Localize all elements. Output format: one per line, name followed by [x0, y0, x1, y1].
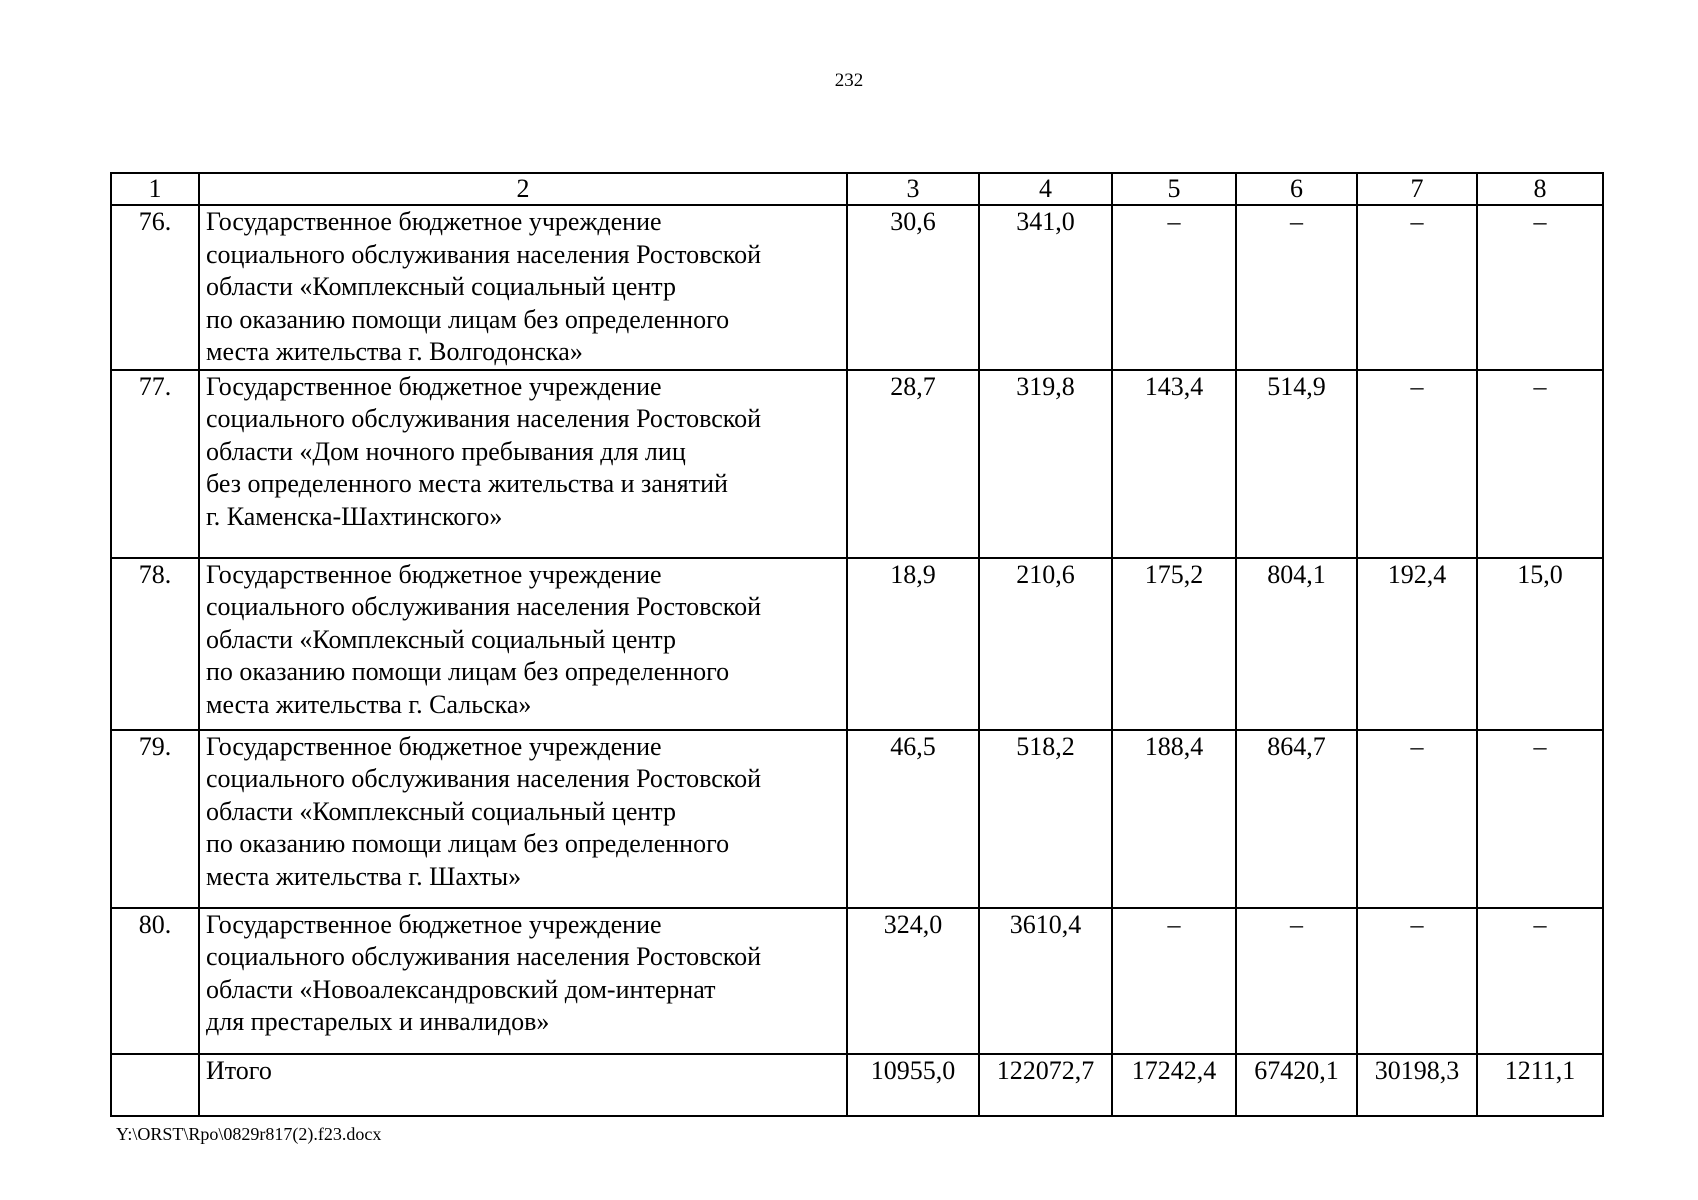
- total-row: [111, 1054, 1603, 1116]
- table-row: [111, 908, 1603, 1054]
- row-number: 77.: [111, 370, 199, 558]
- row-number: 76.: [111, 205, 199, 370]
- total-value: 67420,1: [1236, 1054, 1357, 1116]
- institution-name: [199, 908, 847, 1054]
- value-cell: –: [1236, 908, 1357, 1054]
- value-cell: 864,7: [1236, 730, 1357, 908]
- table-row: [111, 370, 1603, 558]
- table-row: [111, 205, 1603, 370]
- header-cell: 6: [1236, 173, 1357, 205]
- name-line: Государственное бюджетное учреждение: [206, 371, 662, 401]
- institution-name: [199, 730, 847, 908]
- total-value: 30198,3: [1357, 1054, 1477, 1116]
- value-cell: 46,5: [847, 730, 979, 908]
- value-cell: 28,7: [847, 370, 979, 558]
- name-line: социального обслуживания населения Ростовской: [206, 592, 762, 621]
- name-line: социального обслуживания населения Ростовской: [206, 942, 762, 971]
- total-value: 1211,1: [1477, 1054, 1603, 1116]
- value-cell: –: [1357, 205, 1477, 370]
- header-cell: 2: [199, 173, 847, 205]
- value-cell: 3610,4: [979, 908, 1112, 1054]
- data-table: [110, 172, 1604, 1117]
- header-cell: 3: [847, 173, 979, 205]
- page-number: 232: [834, 70, 864, 91]
- value-cell: 324,0: [847, 908, 979, 1054]
- value-cell: –: [1357, 908, 1477, 1054]
- name-line: области «Дом ночного пребывания для лиц: [206, 436, 686, 466]
- name-line: для престарелых и инвалидов»: [206, 1007, 550, 1036]
- name-line: области «Комплексный социальный центр: [206, 624, 676, 654]
- value-cell: 518,2: [979, 730, 1112, 908]
- row-number: 80.: [111, 908, 199, 1054]
- header-cell: 4: [979, 173, 1112, 205]
- value-cell: –: [1477, 205, 1603, 370]
- name-line: места жительства г. Сальска»: [206, 689, 532, 719]
- name-line: области «Комплексный социальный центр: [206, 272, 676, 301]
- value-cell: 192,4: [1357, 558, 1477, 730]
- row-number: 78.: [111, 558, 199, 730]
- header-cell: 8: [1477, 173, 1603, 205]
- value-cell: –: [1236, 205, 1357, 370]
- name-line: Государственное бюджетное учреждение: [206, 731, 662, 761]
- name-line: Государственное бюджетное учреждение: [206, 207, 662, 236]
- value-cell: 188,4: [1112, 730, 1236, 908]
- value-cell: –: [1112, 908, 1236, 1054]
- value-cell: 15,0: [1477, 558, 1603, 730]
- name-line: области «Комплексный социальный центр: [206, 796, 676, 826]
- file-path-footer: Y:\ORST\Rpo\0829r817(2).f23.docx: [116, 1124, 382, 1144]
- value-cell: 30,6: [847, 205, 979, 370]
- institution-name: [199, 205, 847, 370]
- name-line: места жительства г. Волгодонска»: [206, 337, 583, 366]
- name-line: области «Новоалександровский дом-интернат: [206, 974, 716, 1004]
- name-line: без определенного места жительства и занятий: [206, 469, 728, 498]
- value-cell: –: [1357, 370, 1477, 558]
- name-line: социального обслуживания населения Ростовской: [206, 239, 762, 269]
- header-row: [111, 173, 1603, 205]
- name-line: по оказанию помощи лицам без определенного: [206, 657, 730, 686]
- row-number: 79.: [111, 730, 199, 908]
- value-cell: 804,1: [1236, 558, 1357, 730]
- value-cell: –: [1357, 730, 1477, 908]
- name-line: социального обслуживания населения Ростовской: [206, 404, 762, 433]
- value-cell: –: [1477, 730, 1603, 908]
- institution-name: [199, 370, 847, 558]
- institution-name: [199, 558, 847, 730]
- name-line: места жительства г. Шахты»: [206, 861, 522, 891]
- total-label: Итого: [199, 1054, 847, 1116]
- value-cell: 143,4: [1112, 370, 1236, 558]
- table-row: [111, 730, 1603, 908]
- header-cell: 7: [1357, 173, 1477, 205]
- value-cell: 341,0: [979, 205, 1112, 370]
- name-line: Государственное бюджетное учреждение: [206, 559, 662, 589]
- name-line: г. Каменска-Шахтинского»: [206, 501, 503, 531]
- total-value: 17242,4: [1112, 1054, 1236, 1116]
- value-cell: 514,9: [1236, 370, 1357, 558]
- header-cell: 5: [1112, 173, 1236, 205]
- header-cell: 1: [111, 173, 199, 205]
- value-cell: 175,2: [1112, 558, 1236, 730]
- table-row: [111, 558, 1603, 730]
- total-value: 122072,7: [979, 1054, 1112, 1116]
- total-value: 10955,0: [847, 1054, 979, 1116]
- name-line: Государственное бюджетное учреждение: [206, 909, 662, 939]
- value-cell: –: [1477, 370, 1603, 558]
- name-line: по оказанию помощи лицам без определенного: [206, 304, 730, 334]
- value-cell: 18,9: [847, 558, 979, 730]
- value-cell: –: [1112, 205, 1236, 370]
- total-number-cell: [111, 1054, 199, 1116]
- value-cell: 319,8: [979, 370, 1112, 558]
- name-line: по оказанию помощи лицам без определенного: [206, 829, 730, 858]
- name-line: социального обслуживания населения Ростовской: [206, 764, 762, 793]
- value-cell: 210,6: [979, 558, 1112, 730]
- value-cell: –: [1477, 908, 1603, 1054]
